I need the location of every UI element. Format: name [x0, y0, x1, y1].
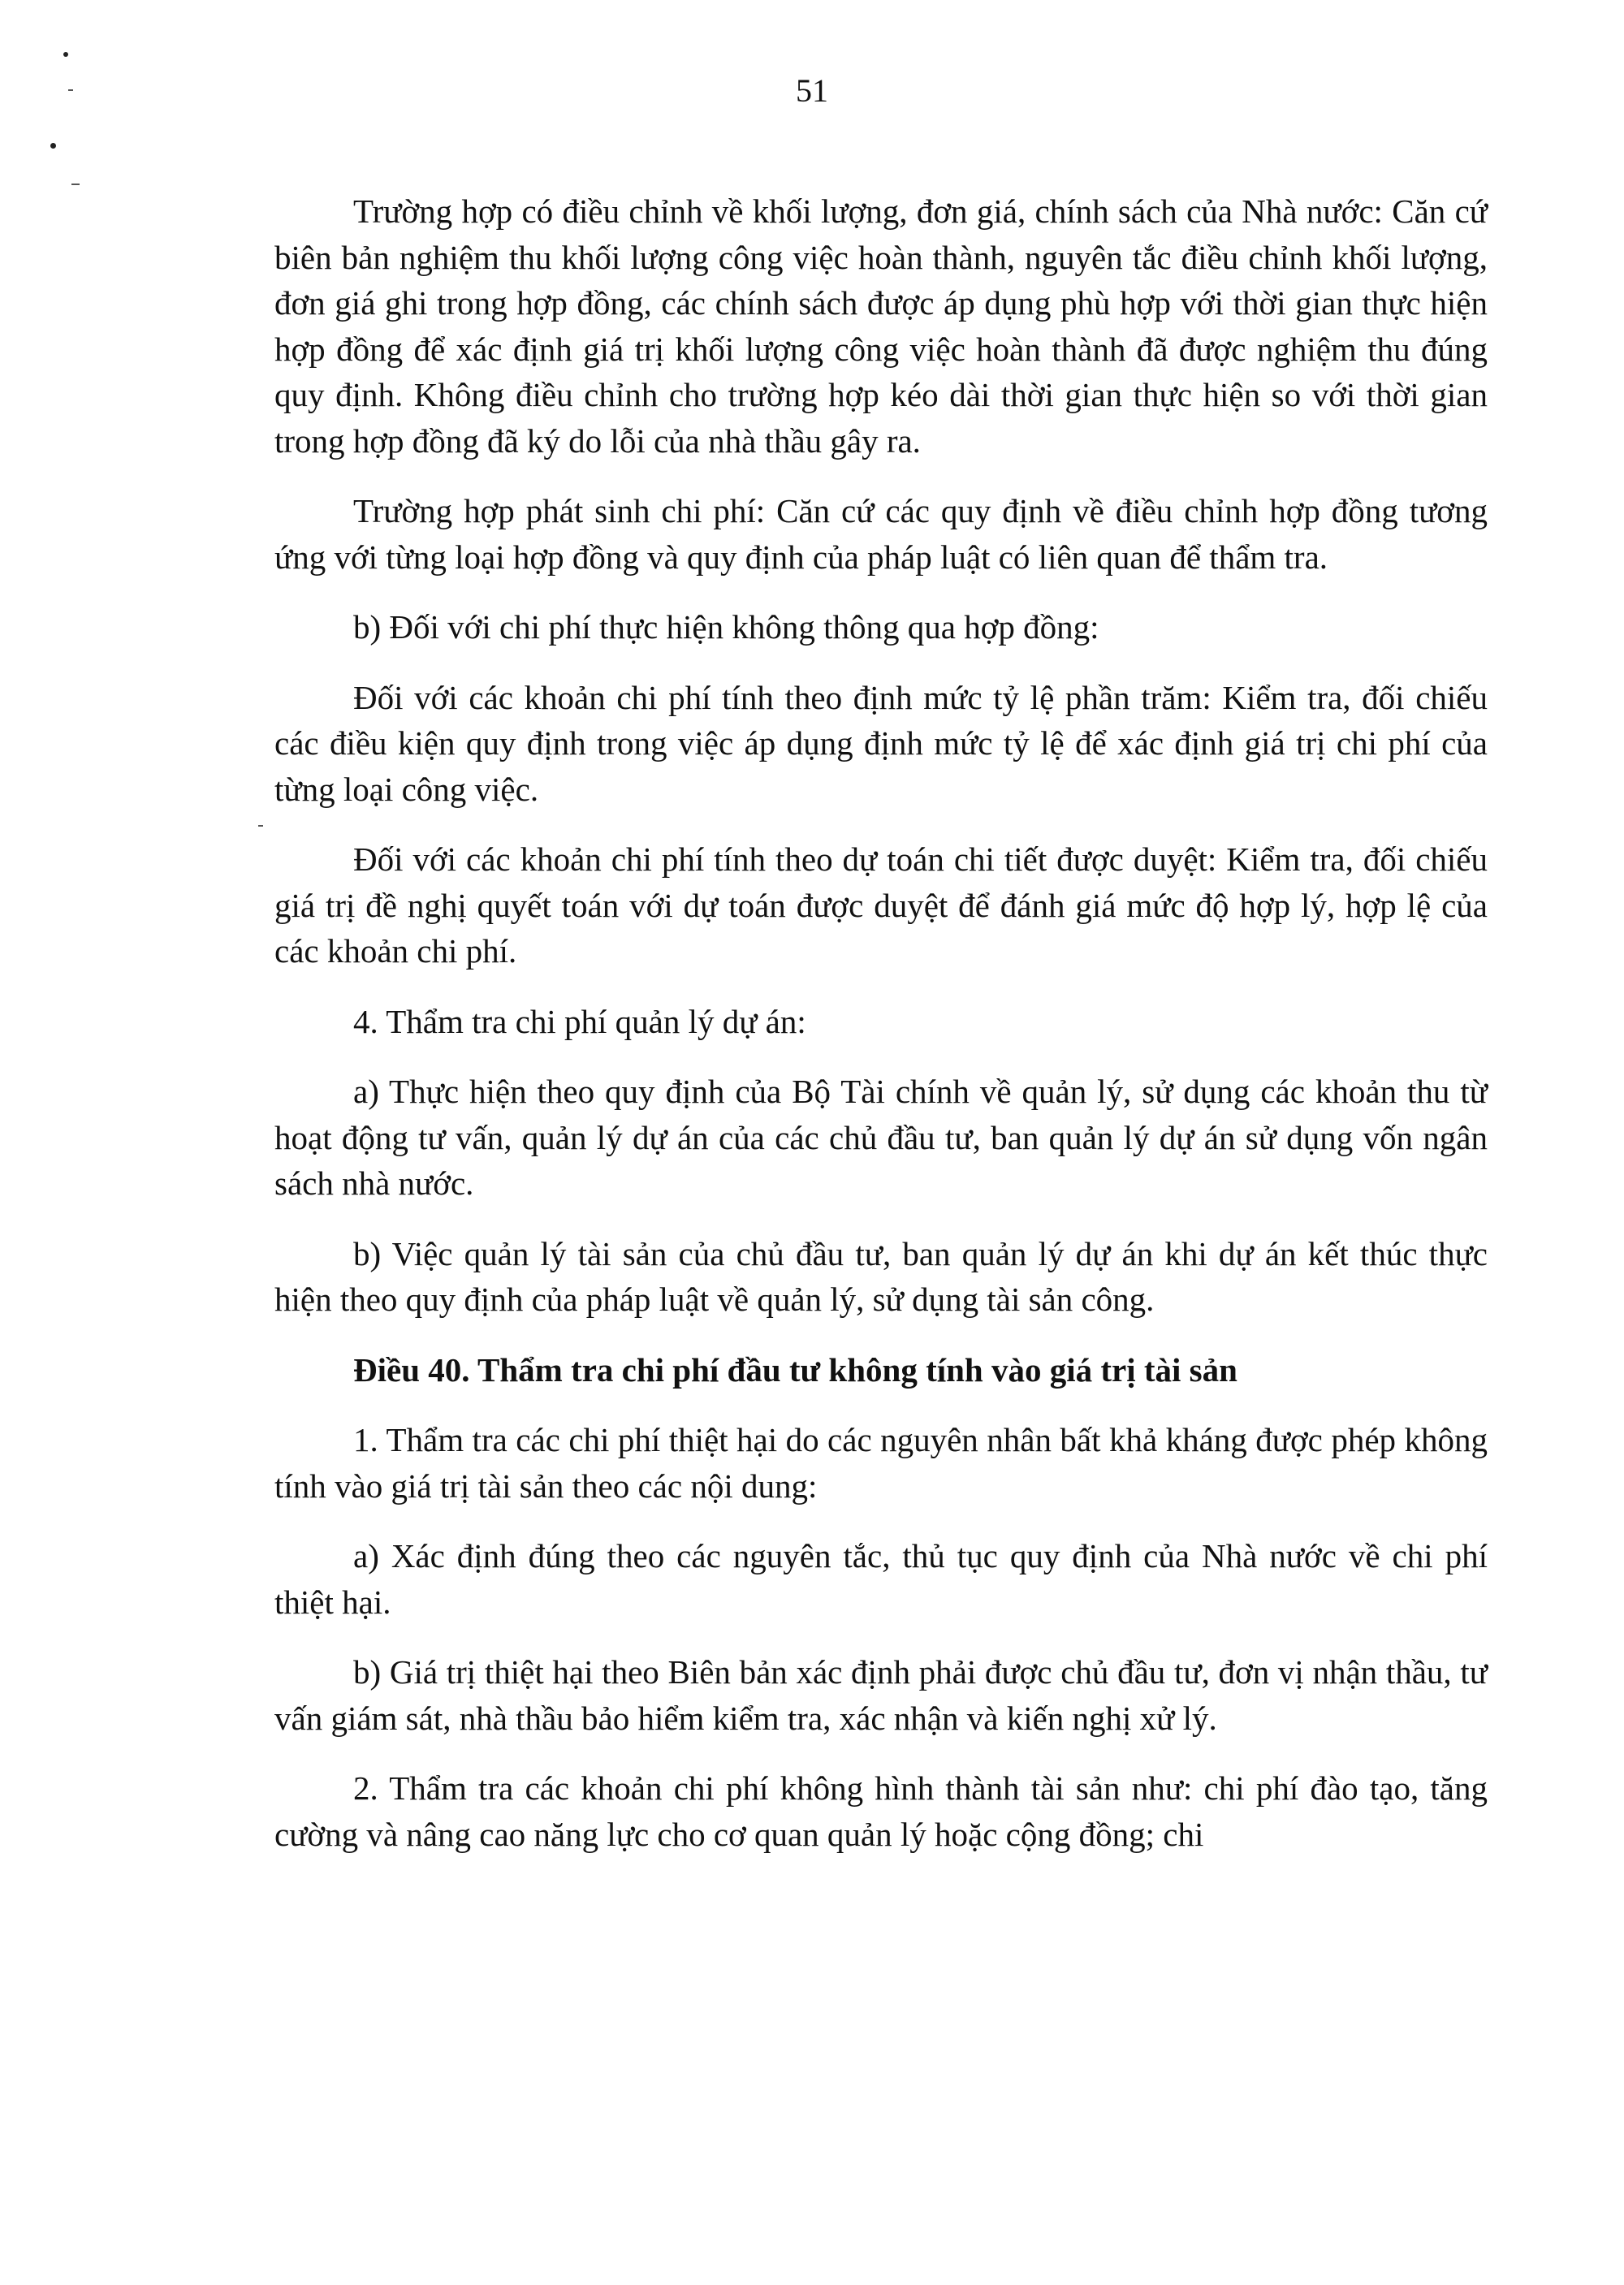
paragraph: 1. Thẩm tra các chi phí thiệt hại do các nguyên nhân bất khả kháng được phép không tính vào giá trị tài sản theo các nội dung:	[274, 1421, 1488, 1505]
scan-speck	[50, 143, 56, 149]
paragraph: Trường hợp phát sinh chi phí: Căn cứ các quy định về điều chỉnh hợp đồng tương ứng với từng loại hợp đồng và quy định của pháp luật có liên quan để thẩm tra.	[274, 492, 1488, 576]
paragraph: Đối với các khoản chi phí tính theo định mức tỷ lệ phần trăm: Kiểm tra, đối chiếu các điều kiện quy định trong việc áp dụng định mức tỷ lệ để xác định giá trị chi phí của từng loại công việc.	[274, 678, 1488, 808]
paragraph: Trường hợp có điều chỉnh về khối lượng, đơn giá, chính sách của Nhà nước: Căn cứ biên bản nghiệm thu khối lượng công việc hoàn thành, nguyên tắc điều chỉnh khối lượng, đơn giá ghi trong hợp đồng, các chính sách được áp dụng phù hợp với thời gian thực hiện hợp đồng để xác định giá trị khối lượng công việc hoàn thành đã được nghiệm thu đúng quy định. Không điều chỉnh cho trường hợp kéo dài thời gian thực hiện so với thời gian trong hợp đồng đã ký do lỗi của nhà thầu gây ra.	[274, 192, 1488, 460]
page-number: 51	[796, 72, 828, 109]
paragraph: a) Thực hiện theo quy định của Bộ Tài chính về quản lý, sử dụng các khoản thu từ hoạt động tư vấn, quản lý dự án của các chủ đầu tư, ban quản lý dự án sử dụng vốn ngân sách nhà nước.	[274, 1073, 1488, 1202]
document-body	[274, 188, 1488, 1857]
scan-dash	[71, 184, 80, 185]
paragraph: 4. Thẩm tra chi phí quản lý dự án:	[353, 1002, 806, 1040]
scan-dash	[258, 825, 263, 827]
paragraph: 2. Thẩm tra các khoản chi phí không hình thành tài sản như: chi phí đào tạo, tăng cường và nâng cao năng lực cho cơ quan quản lý hoặc cộng đồng; chi	[274, 1769, 1488, 1853]
paragraph: Đối với các khoản chi phí tính theo dự toán chi tiết được duyệt: Kiểm tra, đối chiếu giá trị đề nghị quyết toán với dự toán được duyệt để đánh giá mức độ hợp lý, hợp lệ của các khoản chi phí.	[274, 840, 1488, 970]
scan-speck	[63, 52, 68, 57]
paragraph: b) Việc quản lý tài sản của chủ đầu tư, ban quản lý dự án khi dự án kết thúc thực hiện theo quy định của pháp luật về quản lý, sử dụng tài sản công.	[274, 1234, 1488, 1318]
article-heading: Điều 40. Thẩm tra chi phí đầu tư không tính vào giá trị tài sản	[353, 1350, 1237, 1389]
paragraph: a) Xác định đúng theo các nguyên tắc, thủ tục quy định của Nhà nước về chi phí thiệt hại.	[274, 1537, 1488, 1621]
paragraph: b) Giá trị thiệt hại theo Biên bản xác định phải được chủ đầu tư, đơn vị nhận thầu, tư vấn giám sát, nhà thầu bảo hiểm kiểm tra, xác nhận và kiến nghị xử lý.	[274, 1653, 1488, 1737]
paragraph: b) Đối với chi phí thực hiện không thông qua hợp đồng:	[353, 608, 1099, 646]
